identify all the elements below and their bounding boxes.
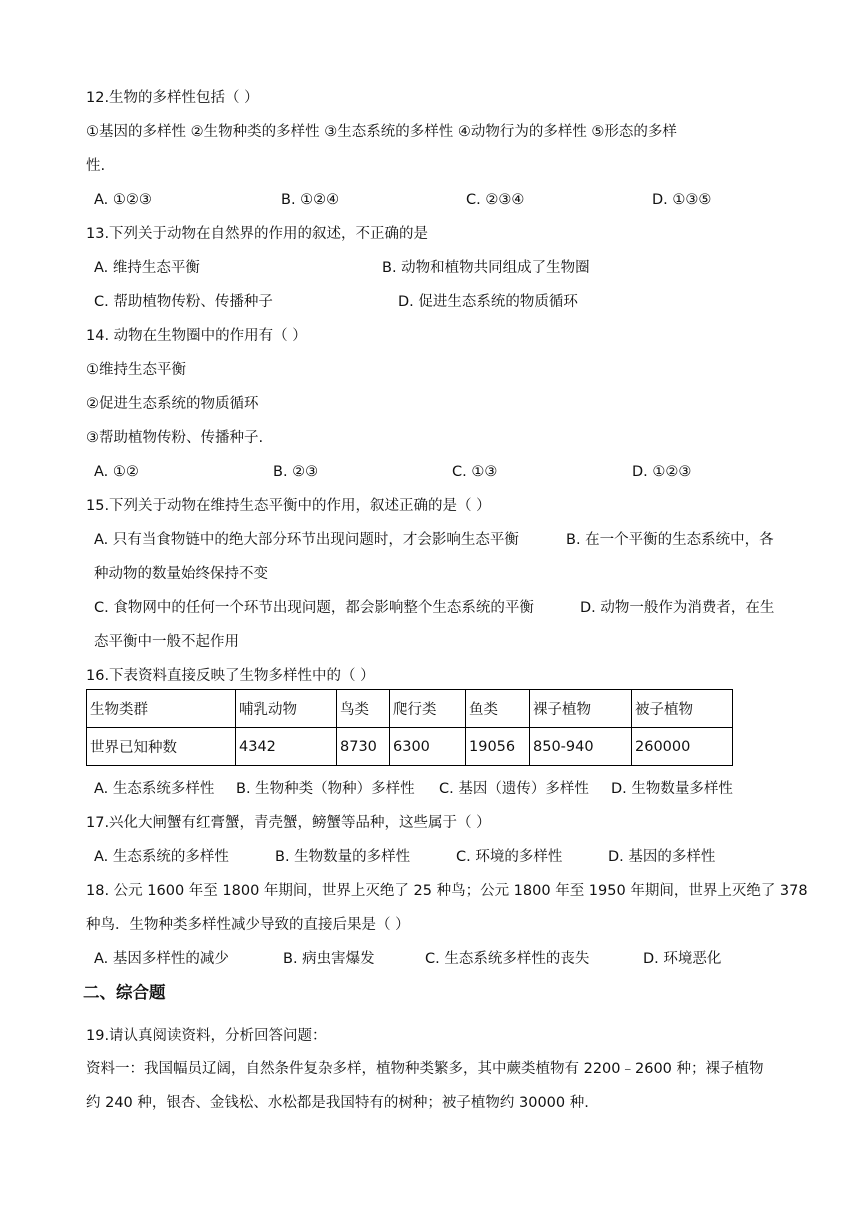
q16-stem: 16.下表资料直接反映了生物多样性中的（ ） <box>86 668 375 684</box>
q12-statements: ①基因的多样性 ②生物种类的多样性 ③生态系统的多样性 ④动物行为的多样性 ⑤形态的多样 <box>86 124 677 140</box>
q14-item-1: ①维持生态平衡 <box>86 362 186 378</box>
q15-option-d: D. 动物一般作为消费者，在生 <box>580 600 775 616</box>
q18-option-c: C. 生态系统多样性的丧失 <box>425 951 590 967</box>
q13-option-d: D. 促进生态系统的物质循环 <box>398 294 578 310</box>
q19-stem: 19.请认真阅读资料，分析回答问题： <box>86 1028 327 1044</box>
q17-stem: 17.兴化大闸蟹有红膏蟹，青壳蟹，鳑蟹等品种，这些属于（ ） <box>86 815 491 831</box>
q19-material-1: 资料一：我国幅员辽阔，自然条件复杂多样，植物种类繁多，其中蕨类植物有 2200﹣2600 种；裸子植物 <box>86 1061 764 1077</box>
q12-option-b: B. ①②④ <box>281 192 340 208</box>
table-header-cell: 爬行类 <box>390 690 466 728</box>
table-header-row <box>87 690 733 728</box>
table-cell: 850-940 <box>530 728 632 766</box>
q18-stem: 18. 公元 1600 年至 1800 年期间，世界上灭绝了 25 种鸟；公元 1800 年至 1950 年期间，世界上灭绝了 378 <box>86 883 808 899</box>
table-cell: 8730 <box>337 728 390 766</box>
table-cell: 4342 <box>236 728 337 766</box>
q15-stem: 15.下列关于动物在维持生态平衡中的作用，叙述正确的是（ ） <box>86 498 491 514</box>
q16-option-b: B. 生物种类（物种）多样性 <box>236 781 415 797</box>
table-cell: 260000 <box>632 728 733 766</box>
q14-option-c: C. ①③ <box>452 464 498 480</box>
q12-statements-cont: 性. <box>86 158 106 174</box>
section-heading: 二、综合题 <box>83 983 166 1002</box>
table-cell: 6300 <box>390 728 466 766</box>
table-cell: 19056 <box>466 728 530 766</box>
q14-option-a: A. ①② <box>94 464 139 480</box>
q14-item-3: ③帮助植物传粉、传播种子. <box>86 430 264 446</box>
q19-material-1-cont: 约 240 种，银杏、金钱松、水松都是我国特有的树种；被子植物约 30000 种. <box>86 1095 589 1111</box>
q14-option-d: D. ①②③ <box>632 464 692 480</box>
table-header-cell: 鱼类 <box>466 690 530 728</box>
q14-option-b: B. ②③ <box>273 464 319 480</box>
q17-option-a: A. 生态系统的多样性 <box>94 849 229 865</box>
q13-stem: 13.下列关于动物在自然界的作用的叙述，不正确的是 <box>86 226 429 242</box>
q16-option-c: C. 基因（遗传）多样性 <box>439 781 589 797</box>
species-count-table <box>86 689 733 766</box>
q18-stem-cont: 种鸟．生物种类多样性减少导致的直接后果是（ ） <box>86 917 410 933</box>
q18-option-d: D. 环境恶化 <box>643 951 722 967</box>
table-header-cell: 哺乳动物 <box>236 690 337 728</box>
table-header-cell: 生物类群 <box>87 690 236 728</box>
q15-option-b: B. 在一个平衡的生态系统中，各 <box>566 532 774 548</box>
q12-stem: 12.生物的多样性包括（ ） <box>86 90 259 106</box>
q16-option-a: A. 生态系统多样性 <box>94 781 215 797</box>
table-row <box>87 728 733 766</box>
q15-option-d-cont: 态平衡中一般不起作用 <box>94 634 239 650</box>
q12-option-c: C. ②③④ <box>466 192 525 208</box>
q15-option-a: A. 只有当食物链中的绝大部分环节出现问题时，才会影响生态平衡 <box>94 532 519 548</box>
q17-option-c: C. 环境的多样性 <box>456 849 563 865</box>
q18-option-a: A. 基因多样性的减少 <box>94 951 229 967</box>
q14-item-2: ②促进生态系统的物质循环 <box>86 396 259 412</box>
q13-option-b: B. 动物和植物共同组成了生物圈 <box>382 260 590 276</box>
q13-option-c: C. 帮助植物传粉、传播种子 <box>94 294 273 310</box>
q17-option-d: D. 基因的多样性 <box>608 849 716 865</box>
q16-option-d: D. 生物数量多样性 <box>611 781 733 797</box>
table-header-cell: 裸子植物 <box>530 690 632 728</box>
q17-option-b: B. 生物数量的多样性 <box>275 849 411 865</box>
q14-stem: 14. 动物在生物圈中的作用有（ ） <box>86 328 307 344</box>
table-header-cell: 鸟类 <box>337 690 390 728</box>
q15-option-c: C. 食物网中的任何一个环节出现问题，都会影响整个生态系统的平衡 <box>94 600 534 616</box>
q12-option-a: A. ①②③ <box>94 192 152 208</box>
q12-option-d: D. ①③⑤ <box>652 192 712 208</box>
q13-option-a: A. 维持生态平衡 <box>94 260 200 276</box>
q15-option-b-cont: 种动物的数量始终保持不变 <box>94 566 268 582</box>
table-cell: 世界已知种数 <box>87 728 236 766</box>
table-header-cell: 被子植物 <box>632 690 733 728</box>
q18-option-b: B. 病虫害爆发 <box>283 951 375 967</box>
